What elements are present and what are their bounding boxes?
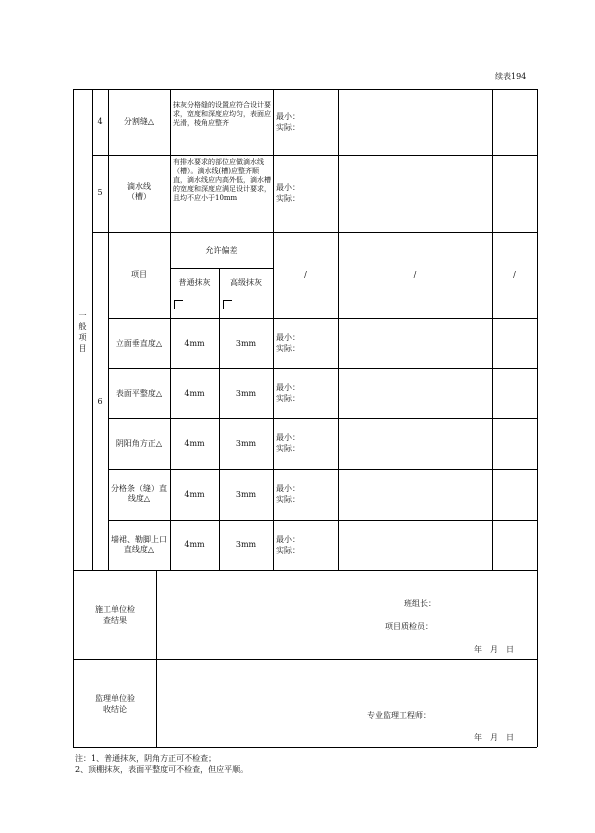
g6-item-1-advanced: 3mm (235, 339, 257, 348)
g6-item-3-advanced: 3mm (235, 439, 257, 448)
grid-line (338, 89, 339, 570)
row-4-min-label: 最小： (276, 112, 300, 121)
g6-item-1-min: 最小： (276, 333, 300, 342)
g6-item-1-actual: 实际： (276, 344, 300, 353)
slash-2: / (413, 270, 417, 279)
grid-line (92, 89, 93, 570)
grid-line (273, 89, 274, 570)
g6-item-4-normal: 4mm (184, 490, 205, 499)
row-5-actual-label: 实际： (276, 194, 300, 203)
grid-line (492, 89, 493, 570)
g6-item-5-advanced: 3mm (235, 540, 257, 549)
g6-item-4-min: 最小： (276, 484, 300, 493)
team-leader-label: 班组长： (404, 599, 436, 608)
g6-item-4-advanced: 3mm (235, 490, 257, 499)
g6-item-1-normal: 4mm (184, 339, 205, 348)
note-line-2: 2、顶棚抹灰，表面平整度可不检查，但应平顺。 (75, 765, 249, 774)
g6-item-5-normal: 4mm (184, 540, 205, 549)
grid-line (73, 659, 537, 660)
group-6-number: 6 (97, 397, 103, 406)
grid-line (170, 268, 273, 269)
row-4-requirement: 抹灰分格缝的设置应符合设计要求，宽度和深度应均匀，表面应光滑，棱角应整齐 (173, 101, 271, 127)
row-4-actual-label: 实际： (276, 123, 300, 132)
grid-line (108, 318, 537, 319)
row-4-number: 4 (97, 117, 103, 126)
supervision-date: 年 月 日 (474, 733, 514, 742)
g6-item-4-actual: 实际： (276, 495, 300, 504)
supervision-conclusion-label: 监理单位验收结论 (95, 694, 135, 714)
grid-line (73, 570, 537, 571)
normal-plaster-checkbox[interactable] (174, 300, 183, 309)
grid-line (156, 570, 157, 747)
quality-inspector-label: 项目质检员： (385, 622, 433, 631)
grid-line (108, 418, 537, 419)
g6-item-3-name: 阴阳角方正△ (115, 439, 163, 448)
g6-item-2-actual: 实际： (276, 394, 300, 403)
slash-1: / (304, 270, 307, 279)
advanced-plaster-checkbox[interactable] (223, 300, 232, 309)
g6-item-3-normal: 4mm (184, 439, 205, 448)
table-border-right (537, 89, 538, 747)
row-5-min-label: 最小： (276, 183, 300, 192)
table-border-top (73, 89, 537, 90)
grid-line (108, 520, 537, 521)
row-4-item: 分割缝△ (123, 117, 155, 126)
supervising-engineer-label: 专业监理工程师： (367, 711, 431, 720)
grid-line (108, 469, 537, 470)
g6-item-3-actual: 实际： (276, 444, 300, 453)
g6-item-4-name: 分格条（缝）直线度△ (111, 484, 167, 503)
advanced-plaster-header: 高级抹灰 (230, 278, 262, 287)
table-border-left (73, 89, 74, 747)
grid-line (92, 155, 537, 156)
table-border-bottom (73, 747, 537, 748)
grid-line (219, 268, 220, 570)
grid-line (108, 368, 537, 369)
normal-plaster-header: 普通抹灰 (178, 278, 211, 287)
grid-line (92, 232, 537, 233)
g6-item-2-min: 最小： (276, 383, 300, 392)
g6-item-3-min: 最小： (276, 433, 300, 442)
row-5-requirement: 有排水要求的部位应做滴水线（槽）。滴水线(槽)应整齐顺直，滴水线应内高外低，滴水槽的宽度和深度应满足设计要求，且均不应小于10mm (173, 158, 271, 202)
g6-item-2-name: 表面平整度△ (115, 389, 163, 398)
g6-item-5-actual: 实际： (276, 546, 300, 555)
row-5-number: 5 (97, 188, 103, 197)
allowed-deviation-header: 允许偏差 (205, 246, 238, 255)
group-6-item-header: 项目 (131, 270, 147, 279)
g6-item-5-min: 最小： (276, 535, 300, 544)
g6-item-2-advanced: 3mm (235, 389, 257, 398)
grid-line (108, 89, 109, 570)
section-label-general-items: 一般项目 (78, 311, 87, 353)
row-5-item: 滴水线（槽） (127, 182, 151, 201)
construction-date: 年 月 日 (474, 645, 514, 654)
note-line-1: 注：1、普通抹灰，阴角方正可不检查； (75, 754, 217, 763)
g6-item-5-name: 墙裙、勒脚上口直线度△ (111, 535, 167, 554)
continuation-label: 续表194 (495, 72, 527, 81)
slash-3: / (513, 270, 516, 279)
g6-item-2-normal: 4mm (184, 389, 205, 398)
g6-item-1-name: 立面垂直度△ (115, 339, 163, 348)
construction-check-label: 施工单位检查结果 (95, 605, 135, 625)
